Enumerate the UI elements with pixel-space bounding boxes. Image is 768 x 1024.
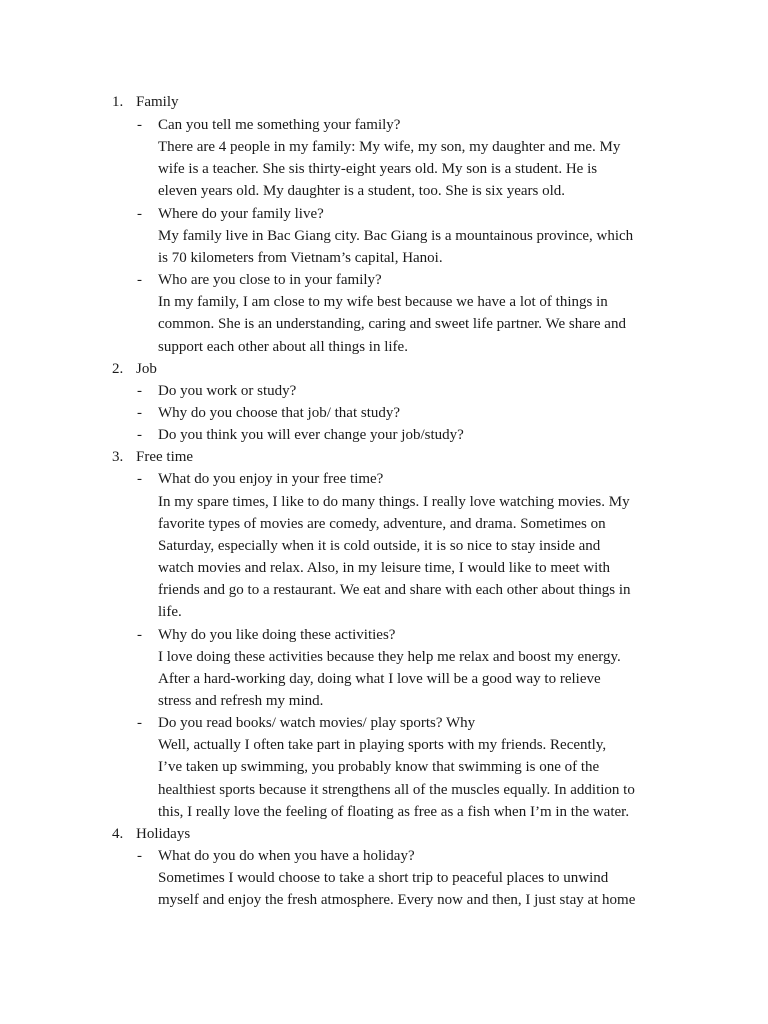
question-text: What do you enjoy in your free time? [158,471,384,487]
question-text: Can you tell me something your family? [158,117,401,133]
section-title-holidays: Holidays [136,826,191,842]
answer-line: My family live in Bac Giang city. Bac Giang is a mountainous province, which [158,228,634,244]
section-number: 1. [112,94,124,110]
bullet-dash: - [137,848,142,864]
answer-line: I’ve taken up swimming, you probably know that swimming is one of the [158,759,600,775]
answer-line: myself and enjoy the fresh atmosphere. Every now and then, I just stay at home [158,892,636,908]
section-number: 3. [112,449,124,465]
answer-line: watch movies and relax. Also, in my leisure time, I would like to meet with [158,560,610,576]
bullet-dash: - [137,427,142,443]
question-text: What do you do when you have a holiday? [158,848,415,864]
answer-line: favorite types of movies are comedy, adventure, and drama. Sometimes on [158,516,606,532]
answer-line: friends and go to a restaurant. We eat and share with each other about things in [158,582,631,598]
section-number: 4. [112,826,124,842]
bullet-dash: - [137,272,142,288]
answer-line: common. She is an understanding, caring and sweet life partner. We share and [158,316,626,332]
answer-line: this, I really love the feeling of floating as free as a fish when I’m in the water. [158,804,630,820]
answer-line: life. [158,604,182,620]
section-title-job: Job [136,361,157,377]
question-text: Why do you choose that job/ that study? [158,405,401,421]
question-text: Do you think you will ever change your job/study? [158,427,464,443]
bullet-dash: - [137,715,142,731]
bullet-dash: - [137,117,142,133]
question-text: Do you read books/ watch movies/ play sports? Why [158,715,476,731]
bullet-dash: - [137,627,142,643]
question-text: Do you work or study? [158,383,297,399]
question-text: Where do your family live? [158,206,324,222]
answer-line: After a hard-working day, doing what I love will be a good way to relieve [158,671,601,687]
bullet-dash: - [137,405,142,421]
answer-line: is 70 kilometers from Vietnam’s capital, Hanoi. [158,250,443,266]
answer-line: In my family, I am close to my wife best because we have a lot of things in [158,294,608,310]
answer-line: There are 4 people in my family: My wife, my son, my daughter and me. My [158,139,621,155]
question-text: Who are you close to in your family? [158,272,382,288]
answer-line: Well, actually I often take part in playing sports with my friends. Recently, [158,737,607,753]
answer-line: support each other about all things in life. [158,339,408,355]
bullet-dash: - [137,206,142,222]
answer-line: I love doing these activities because they help me relax and boost my energy. [158,649,621,665]
section-title-family: Family [136,94,179,110]
answer-line: stress and refresh my mind. [158,693,324,709]
section-number: 2. [112,361,124,377]
answer-line: wife is a teacher. She sis thirty-eight years old. My son is a student. He is [158,161,598,177]
answer-line: In my spare times, I like to do many things. I really love watching movies. My [158,494,630,510]
bullet-dash: - [137,383,142,399]
question-text: Why do you like doing these activities? [158,627,396,643]
answer-line: eleven years old. My daughter is a student, too. She is six years old. [158,183,566,199]
section-title-free-time: Free time [136,449,194,465]
answer-line: Saturday, especially when it is cold outside, it is so nice to stay inside and [158,538,601,554]
answer-line: Sometimes I would choose to take a short trip to peaceful places to unwind [158,870,609,886]
answer-line: healthiest sports because it strengthens all of the muscles equally. In addition to [158,782,635,798]
bullet-dash: - [137,471,142,487]
